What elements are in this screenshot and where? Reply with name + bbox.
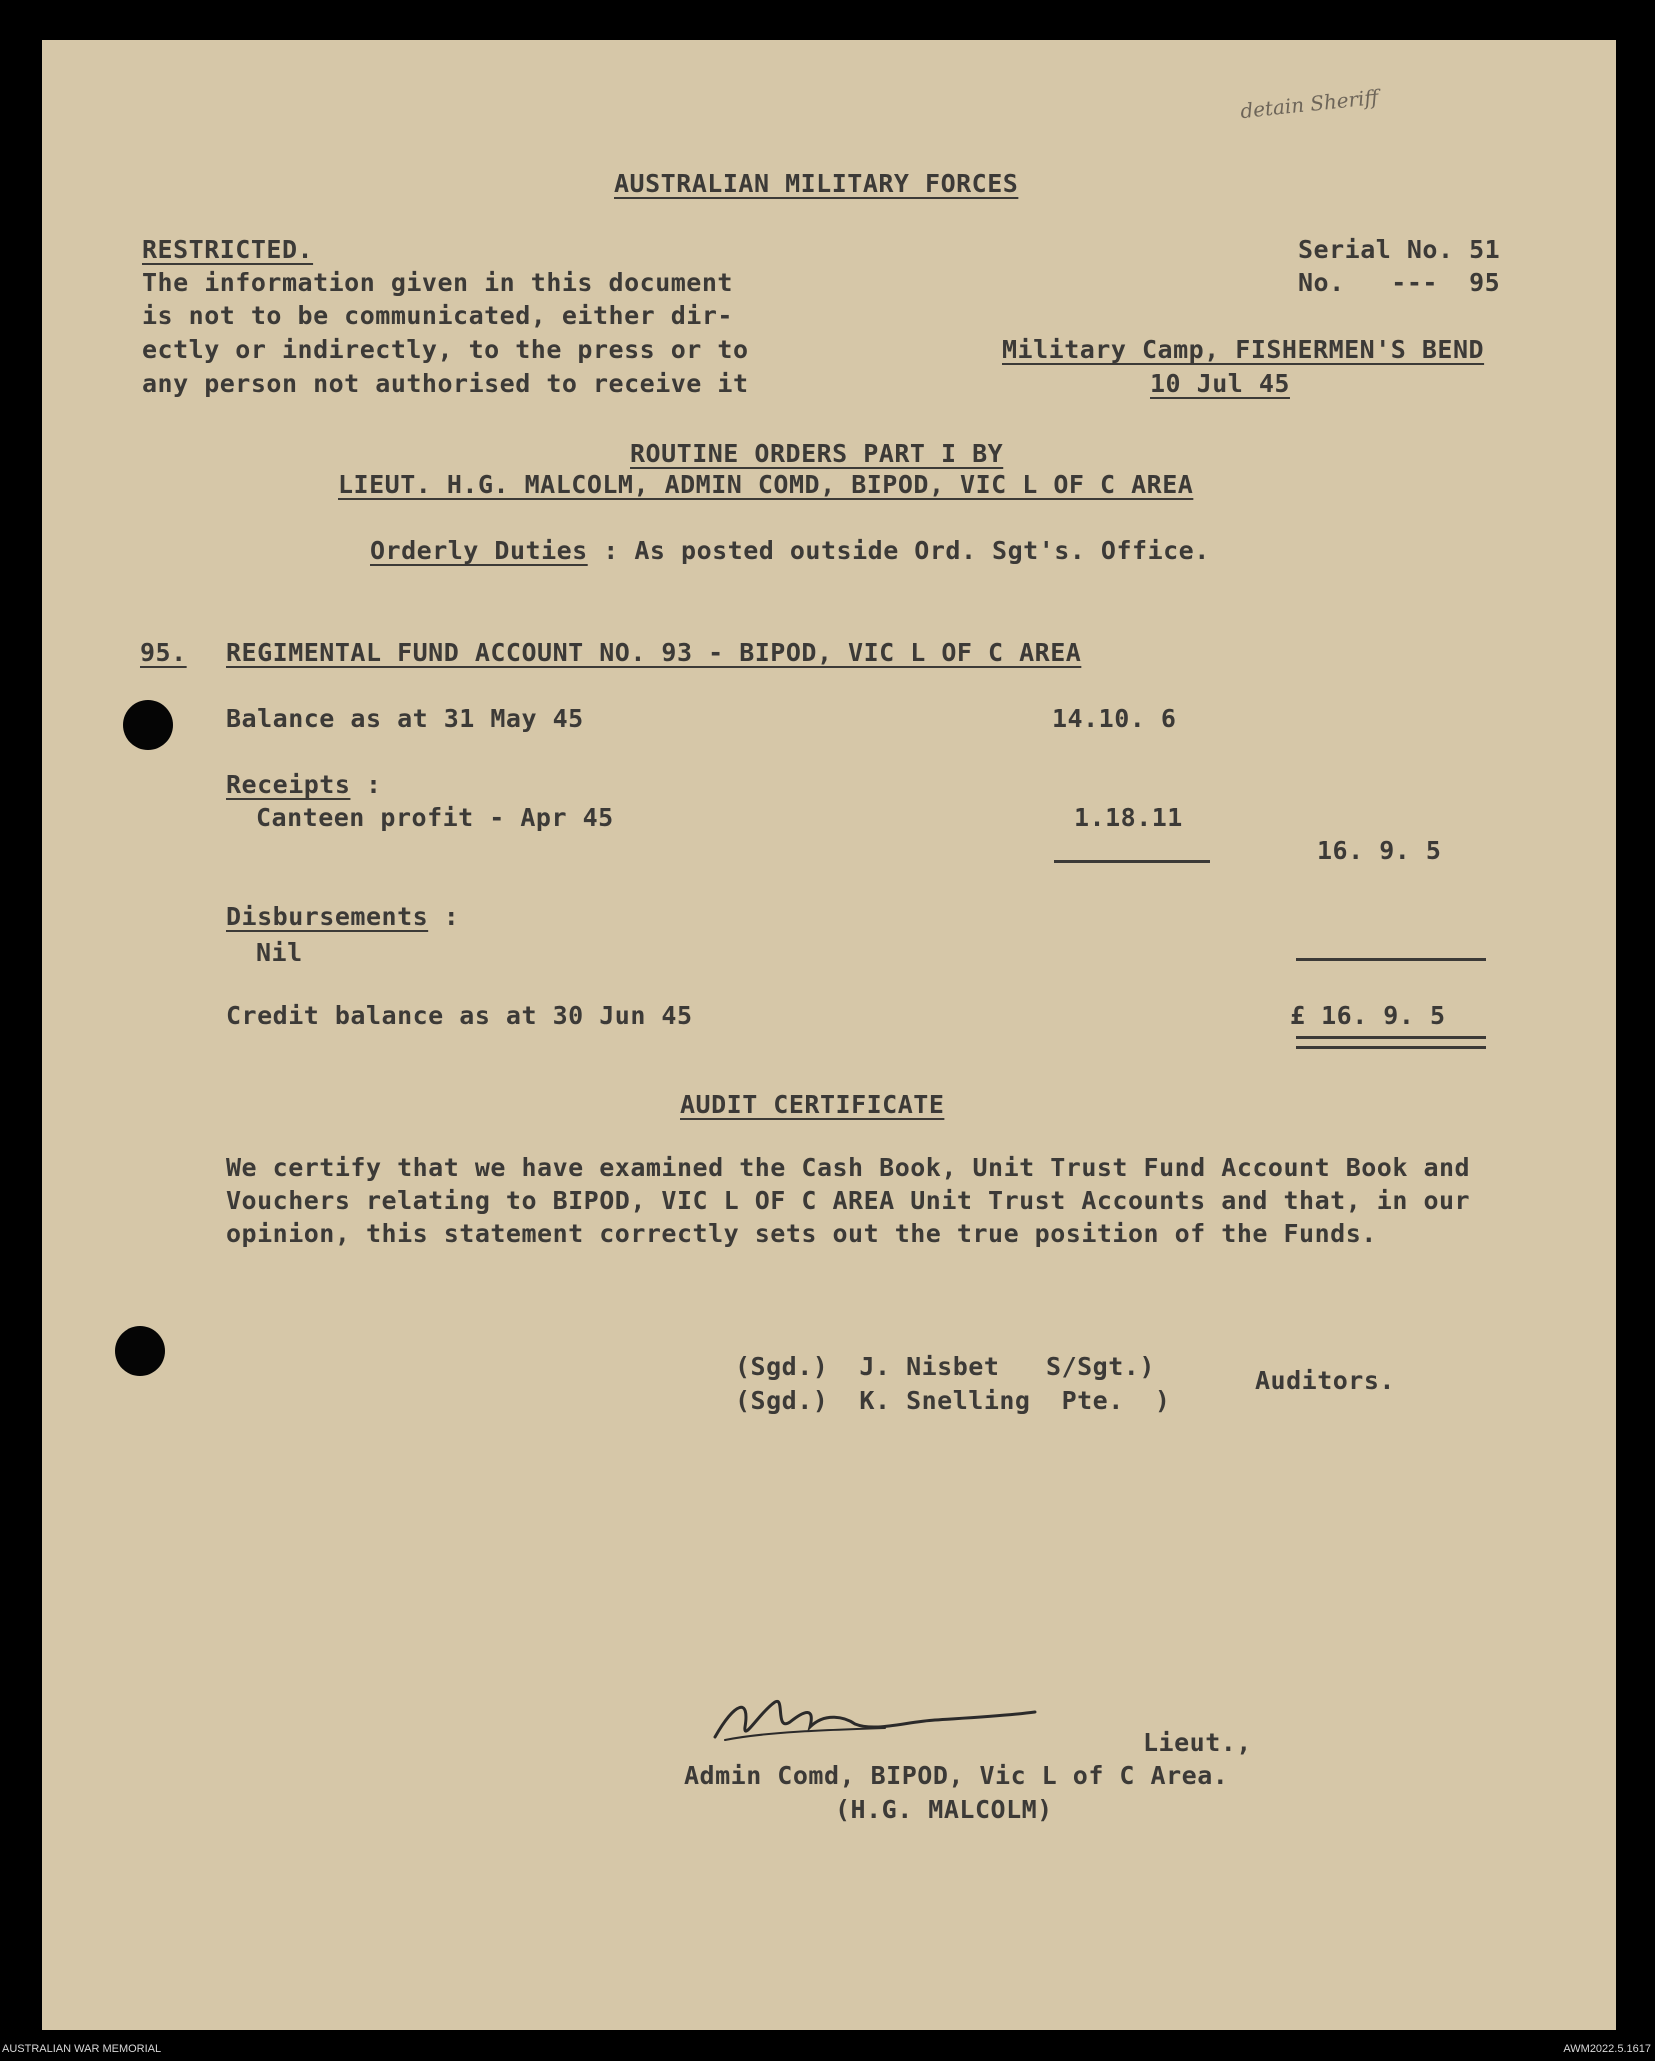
restriction-line: ectly or indirectly, to the press or to xyxy=(142,335,749,364)
audit-line: We certify that we have examined the Cash Book, Unit Trust Fund Account Book and xyxy=(226,1153,1471,1182)
canteen-value: 1.18.11 xyxy=(1074,803,1183,832)
location: Military Camp, FISHERMEN'S BEND xyxy=(1002,335,1485,364)
item-number: 95. xyxy=(140,638,187,667)
disbursements-colon: : xyxy=(428,902,460,931)
disbursements-heading xyxy=(226,904,459,929)
disbursements-value: Nil xyxy=(256,938,303,967)
punch-hole-top xyxy=(123,700,173,750)
orders-title-line2: LIEUT. H.G. MALCOLM, ADMIN COMD, BIPOD, VIC L OF C AREA xyxy=(338,470,1194,499)
orderly-duties xyxy=(370,538,1210,563)
handwritten-signature xyxy=(705,1682,1045,1752)
receipts-label: Receipts xyxy=(226,770,351,799)
order-number: No. --- 95 xyxy=(1298,268,1501,297)
total-rule xyxy=(1296,958,1486,961)
receipts-heading xyxy=(226,772,382,797)
signatory-name: (H.G. MALCOLM) xyxy=(835,1795,1053,1824)
auditor-signatory: (Sgd.) J. Nisbet S/Sgt.) xyxy=(735,1352,1155,1381)
audit-line: opinion, this statement correctly sets out the true position of the Funds. xyxy=(226,1219,1377,1248)
subtotal-rule xyxy=(1054,860,1210,863)
restriction-line: The information given in this document xyxy=(142,268,733,297)
serial-number: Serial No. 51 xyxy=(1298,235,1501,264)
document-title: AUSTRALIAN MILITARY FORCES xyxy=(614,169,1019,198)
footer-reference: AWM2022.5.1617 xyxy=(1563,2043,1651,2055)
audit-line: Vouchers relating to BIPOD, VIC L OF C AREA Unit Trust Accounts and that, in our xyxy=(226,1186,1471,1215)
audit-heading: AUDIT CERTIFICATE xyxy=(680,1090,945,1119)
balance-value: 14.10. 6 xyxy=(1052,704,1177,733)
disbursements-label: Disbursements xyxy=(226,902,429,931)
orderly-duties-text: : As posted outside Ord. Sgt's. Office. xyxy=(587,536,1210,565)
signatory-position: Admin Comd, BIPOD, Vic L of C Area. xyxy=(684,1761,1229,1790)
double-rule-top xyxy=(1296,1036,1486,1039)
footer-source: AUSTRALIAN WAR MEMORIAL xyxy=(2,2043,162,2055)
subtotal-value: 16. 9. 5 xyxy=(1317,836,1442,865)
order-date: 10 Jul 45 xyxy=(1150,369,1290,398)
auditors-label: Auditors. xyxy=(1255,1366,1395,1395)
orderly-duties-label: Orderly Duties xyxy=(370,536,588,565)
canteen-label: Canteen profit - Apr 45 xyxy=(256,803,614,832)
signatory-rank: Lieut., xyxy=(1143,1728,1252,1757)
balance-label: Balance as at 31 May 45 xyxy=(226,704,584,733)
handwritten-note: detain Sheriff xyxy=(1239,84,1380,124)
restriction-line: any person not authorised to receive it xyxy=(142,369,749,398)
credit-balance-value: £ 16. 9. 5 xyxy=(1290,1001,1446,1030)
double-rule-bottom xyxy=(1296,1046,1486,1049)
receipts-colon: : xyxy=(350,770,382,799)
credit-balance-label: Credit balance as at 30 Jun 45 xyxy=(226,1001,693,1030)
item-title: REGIMENTAL FUND ACCOUNT NO. 93 - BIPOD, VIC L OF C AREA xyxy=(226,638,1082,667)
restricted-heading: RESTRICTED. xyxy=(142,235,314,264)
punch-hole-bottom xyxy=(115,1326,165,1376)
orders-title-line1: ROUTINE ORDERS PART I BY xyxy=(630,439,1004,468)
auditor-signatory: (Sgd.) K. Snelling Pte. ) xyxy=(735,1386,1171,1415)
restriction-line: is not to be communicated, either dir- xyxy=(142,301,733,330)
